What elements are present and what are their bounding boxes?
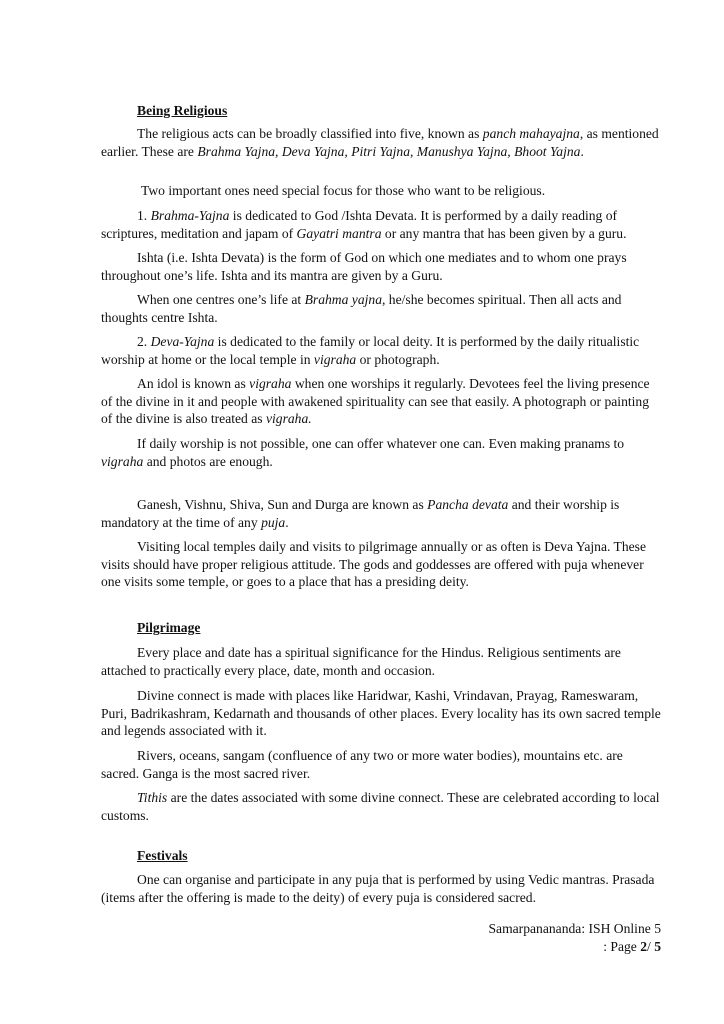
paragraph-visiting-temples: Visiting local temples daily and visits to pilgrimage annually or as often is Deva Yajna. These visits should have proper religious attitude. The gods and goddesses are offered with puja whenever one visits some temple, or goes to a place that has a presiding deity. bbox=[101, 539, 646, 589]
paragraph-centres-life: When one centres one’s life at Brahma yajna, he/she becomes spiritual. Then all acts and thoughts centre Ishta. bbox=[101, 292, 622, 325]
paragraph-ishta: Ishta (i.e. Ishta Devata) is the form of God on which one mediates and to whom one prays throughout one’s life. Ishta and its mantra are given by a Guru. bbox=[101, 250, 627, 283]
heading-pilgrimage: Pilgrimage bbox=[137, 620, 201, 635]
paragraph-vigraha: An idol is known as vigraha when one worships it regularly. Devotees feel the living presence of the divine in it and people with awakened spirituality can see that easily. A photograph or painting of the divine is also treated as vigraha. bbox=[101, 376, 650, 426]
heading-being-religious: Being Religious bbox=[137, 103, 228, 118]
paragraph-divine-connect: Divine connect is made with places like Haridwar, Kashi, Vrindavan, Prayag, Rameswaram, Puri, Badrikashram, Kedarnath and thousands of other places. Every locality has its own sacred temple and legends associated with it. bbox=[101, 688, 661, 738]
paragraph-festivals-puja: One can organise and participate in any puja that is performed by using Vedic mantras. Prasada (items after the offering is made to the deity) of every puja is considered sacred. bbox=[101, 872, 655, 905]
paragraph-pancha-devata: Ganesh, Vishnu, Shiva, Sun and Durga are known as Pancha devata and their worship is mandatory at the time of any puja. bbox=[101, 497, 620, 530]
footer-page-number: : Page 2/ 5 bbox=[603, 939, 661, 954]
paragraph-two-important: Two important ones need special focus for those who want to be religious. bbox=[141, 183, 546, 198]
paragraph-tithis: Tithis are the dates associated with some divine connect. These are celebrated according to local customs. bbox=[101, 790, 660, 823]
paragraph-religious-acts: The religious acts can be broadly classified into five, known as panch mahayajna, as mentioned earlier. These are Brahma Yajna, Deva Yajna, Pitri Yajna, Manushya Yajna, Bhoot Yajna. bbox=[101, 126, 659, 159]
paragraph-deva-yajna: 2. Deva-Yajna is dedicated to the family or local deity. It is performed by the daily ritualistic worship at home or the local temple in vigraha or photograph. bbox=[101, 334, 640, 367]
paragraph-daily-worship: If daily worship is not possible, one can offer whatever one can. Even making pranams to vigraha and photos are enough. bbox=[101, 436, 625, 469]
paragraph-every-place: Every place and date has a spiritual significance for the Hindus. Religious sentiments are attached to practically every place, date, month and occasion. bbox=[101, 645, 621, 678]
heading-festivals: Festivals bbox=[137, 848, 188, 863]
footer-source: Samarpanananda: ISH Online 5 bbox=[488, 921, 661, 936]
paragraph-rivers: Rivers, oceans, sangam (confluence of any two or more water bodies), mountains etc. are sacred. Ganga is the most sacred river. bbox=[101, 748, 623, 781]
paragraph-brahma-yajna: 1. Brahma-Yajna is dedicated to God /Ishta Devata. It is performed by a daily reading of scriptures, meditation and japam of Gayatri mantra or any mantra that has been given by a guru. bbox=[101, 208, 627, 241]
